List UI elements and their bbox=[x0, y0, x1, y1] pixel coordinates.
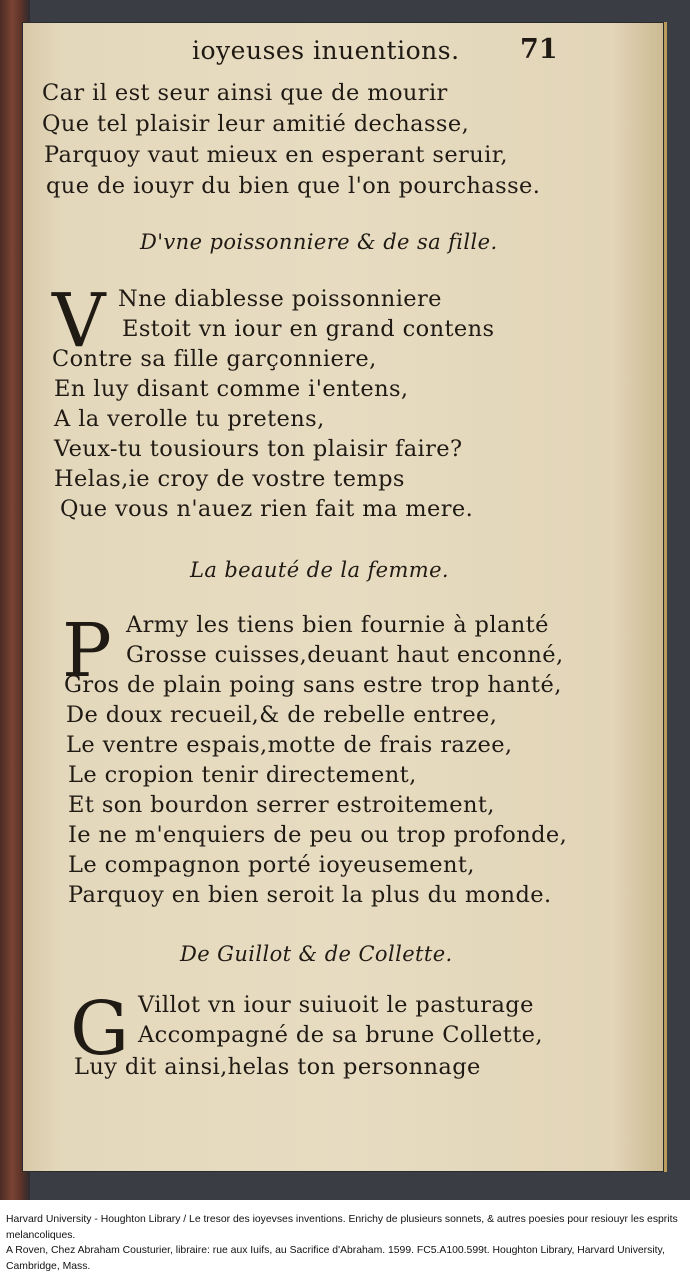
verse-line: Helas,ie croy de vostre temps bbox=[54, 466, 405, 492]
image-caption bbox=[6, 1212, 684, 1274]
drop-cap: V bbox=[52, 278, 106, 364]
verse-line: De doux recueil,& de rebelle entree, bbox=[66, 702, 498, 728]
verse-line: Contre sa fille garçonniere, bbox=[52, 346, 377, 372]
verse-line: En luy disant comme i'entens, bbox=[54, 376, 409, 402]
verse-line: Accompagné de sa brune Collette, bbox=[138, 1022, 543, 1048]
page-number: 71 bbox=[520, 34, 558, 65]
verse-line: Villot vn iour suiuoit le pasturage bbox=[138, 992, 534, 1018]
verse-line: Que vous n'auez rien fait ma mere. bbox=[60, 496, 474, 522]
drop-cap: P bbox=[62, 608, 112, 694]
verse-line: Le cropion tenir directement, bbox=[68, 762, 417, 788]
verse-line: Nne diablesse poissonniere bbox=[118, 286, 442, 312]
verse-line: Le ventre espais,motte de frais razee, bbox=[66, 732, 513, 758]
verse-line: A la verolle tu pretens, bbox=[54, 406, 325, 432]
verse-line: Le compagnon porté ioyeusement, bbox=[68, 852, 475, 878]
verse-line: que de iouyr du bien que l'on pourchasse. bbox=[46, 173, 541, 199]
verse-line: Veux-tu tousiours ton plaisir faire? bbox=[54, 436, 463, 462]
verse-line: Que tel plaisir leur amitié dechasse, bbox=[42, 111, 470, 137]
verse-line: Et son bourdon serrer estroitement, bbox=[68, 792, 495, 818]
drop-cap: G bbox=[70, 986, 130, 1072]
verse-line: Ie ne m'enquiers de peu ou trop profonde, bbox=[68, 822, 568, 848]
book-page bbox=[22, 22, 667, 1172]
verse-line: Estoit vn iour en grand contens bbox=[122, 316, 495, 342]
verse-line: Gros de plain poing sans estre trop hanté, bbox=[64, 672, 562, 698]
page-text bbox=[22, 22, 664, 1172]
verse-line: Luy dit ainsi,helas ton personnage bbox=[74, 1054, 481, 1080]
verse-line: Parquoy vaut mieux en esperant seruir, bbox=[44, 142, 508, 168]
verse-line: Parquoy en bien seroit la plus du monde. bbox=[68, 882, 552, 908]
caption-line-2: A Roven, Chez Abraham Cousturier, libraire: rue aux Iuifs, au Sacrifice d'Abraham. 1599. FC5.A100.599t. Houghton Library, Harvard University, Cambridge, Mass. bbox=[6, 1245, 665, 1272]
running-head: ioyeuses inuentions. bbox=[192, 36, 460, 65]
verse-line: Army les tiens bien fournie à planté bbox=[126, 612, 549, 638]
verse-line: Grosse cuisses,deuant haut enconné, bbox=[126, 642, 564, 668]
poem-title: De Guillot & de Collette. bbox=[180, 942, 453, 966]
poem-title: D'vne poissonniere & de sa fille. bbox=[140, 230, 498, 254]
caption-line-1: Harvard University - Houghton Library / Le tresor des ioyevses inventions. Enrichy de plusieurs sonnets, & autres poesies pour resiouyr les esprits melancoliques. bbox=[6, 1214, 678, 1241]
poem-title: La beauté de la femme. bbox=[190, 558, 449, 582]
verse-line: Car il est seur ainsi que de mourir bbox=[42, 80, 448, 106]
